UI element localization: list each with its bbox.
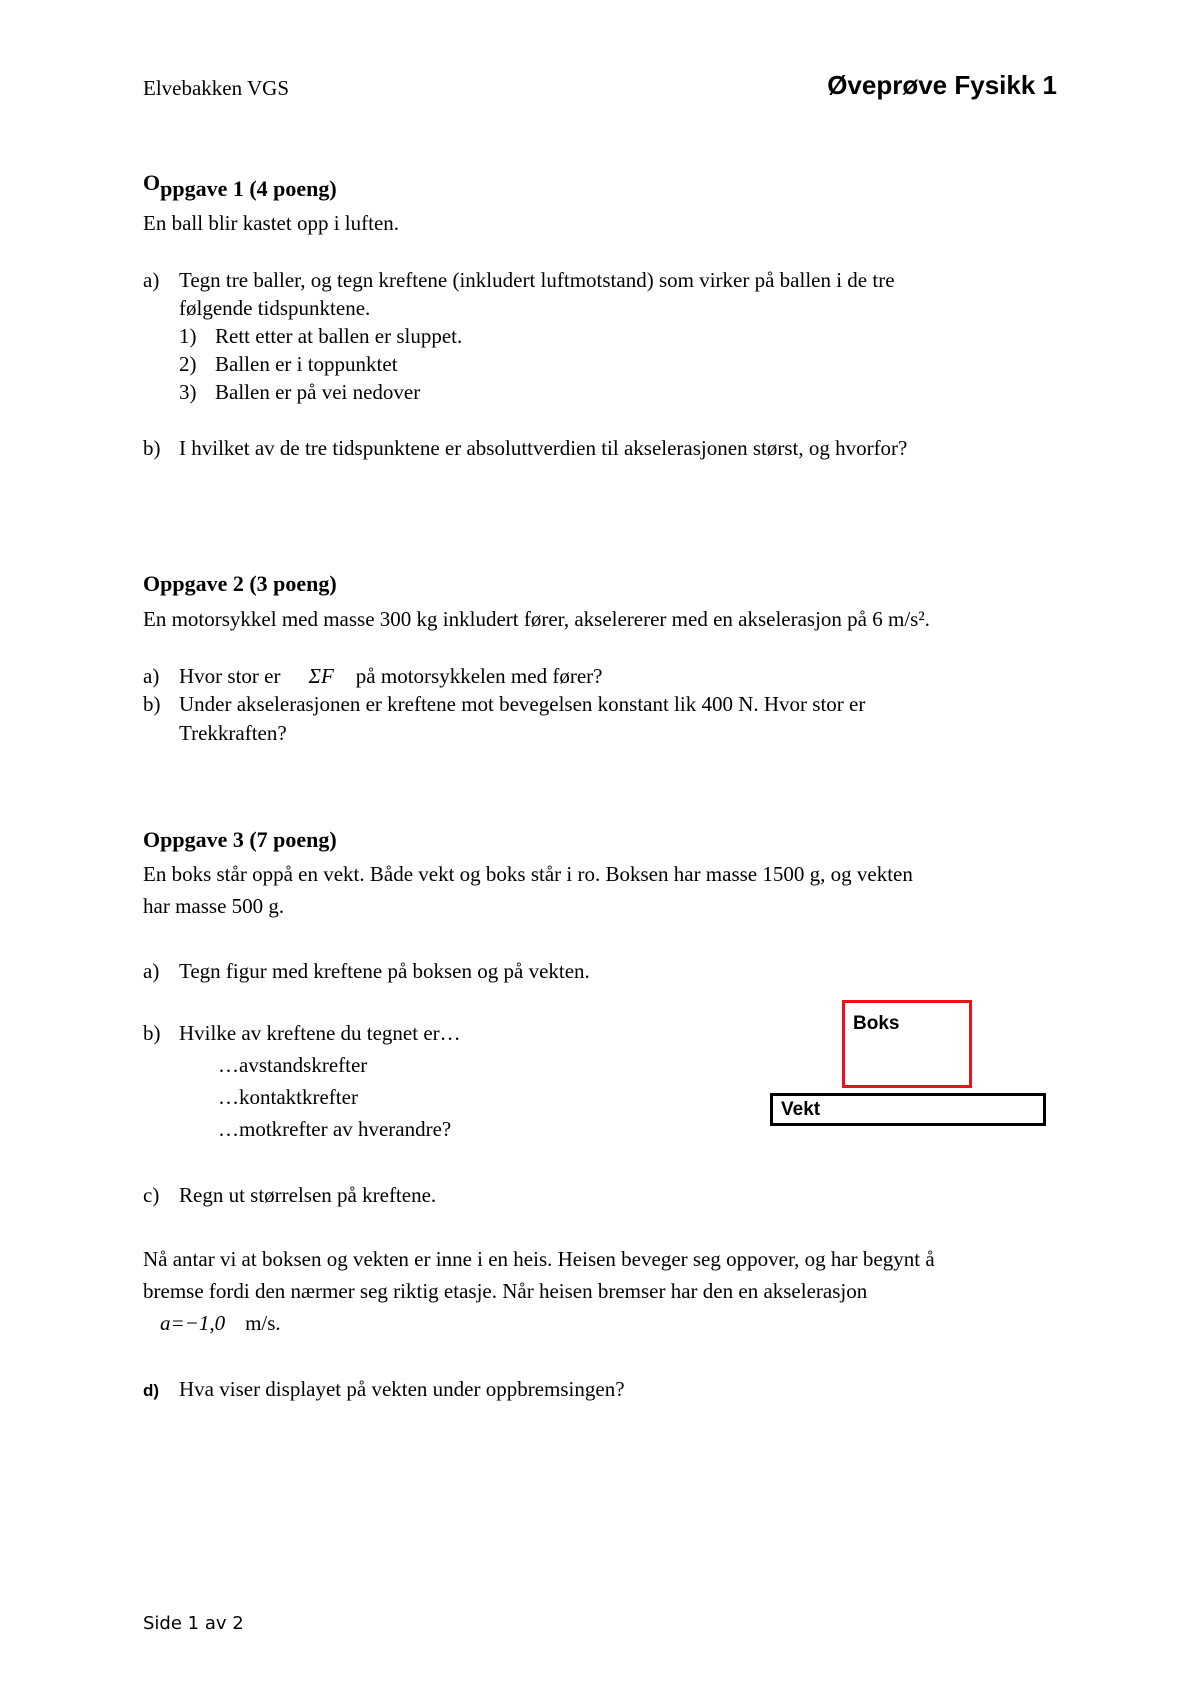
task3-para-line1: Nå antar vi at boksen og vekten er inne i en heis. Heisen beveger seg oppover, og har begynt å: [143, 1247, 935, 1271]
task3-para-line2: bremse fordi den nærmer seg riktig etasje. Når heisen bremser har den en akselerasjon: [143, 1279, 868, 1303]
task1-item-3-num: 3): [179, 380, 197, 404]
task3-d-text: Hva viser displayet på vekten under oppbremsingen?: [179, 1377, 625, 1401]
figure-scale: [770, 1093, 1046, 1126]
task1-a-label: a): [143, 268, 160, 292]
task3-intro-line1: En boks står oppå en vekt. Både vekt og boks står i ro. Boksen har masse 1500 g, og vekten: [143, 862, 913, 886]
task3-heading: Oppgave 3 (7 poeng): [143, 827, 337, 852]
task1-heading-rest: ppgave 1 (4 poeng): [160, 176, 337, 201]
document-title: Øveprøve Fysikk 1: [827, 70, 1057, 100]
task3-b-sub-3: …motkrefter av hverandre?: [218, 1117, 452, 1141]
task2-a-label: a): [143, 664, 160, 688]
task2-b-line1: [143, 692, 865, 717]
task1-item-2-text: Ballen er i toppunktet: [215, 352, 398, 376]
task2-heading: Oppgave 2 (3 poeng): [143, 571, 337, 596]
task3-b-sub-1: …avstandskrefter: [218, 1053, 368, 1077]
task1-item-1: [179, 324, 462, 349]
task3-acceleration-unit: m/s.: [245, 1311, 281, 1335]
task1-a-line2: følgende tidspunktene.: [179, 296, 371, 320]
task1-b-label: b): [143, 436, 161, 460]
task3-c: [143, 1183, 436, 1208]
task1-item-2: [179, 352, 398, 377]
task2-a-post: på motorsykkelen med fører?: [355, 664, 603, 688]
task3-para-line3: [160, 1311, 281, 1336]
task1-a-text1: Tegn tre baller, og tegn kreftene (inkludert luftmotstand) som virker på ballen i de tre: [179, 268, 895, 292]
task2-b-label: b): [143, 692, 161, 716]
task2-a: [143, 664, 602, 689]
task3-a-text: Tegn figur med kreftene på boksen og på vekten.: [179, 959, 590, 983]
task2-intro: En motorsykkel med masse 300 kg inkludert fører, akselererer med en akselerasjon på 6 m/s².: [143, 607, 930, 631]
task2-a-pre: Hvor stor er: [179, 664, 281, 688]
task1-a-line1: [143, 268, 895, 293]
task1-heading: [143, 170, 337, 202]
task3-d-label: d): [143, 1381, 160, 1400]
task3-c-label: c): [143, 1183, 160, 1207]
task1-item-1-text: Rett etter at ballen er sluppet.: [215, 324, 463, 348]
task3-b-sub-2: …kontaktkrefter: [218, 1085, 358, 1109]
task1-item-2-num: 2): [179, 352, 197, 376]
task3-b-text: Hvilke av kreftene du tegnet er…: [179, 1021, 461, 1045]
task3-b-label: b): [143, 1021, 161, 1045]
figure-box: [842, 1000, 972, 1088]
task2-b-text1: Under akselerasjonen er kreftene mot bevegelsen konstant lik 400 N. Hvor stor er: [179, 692, 866, 716]
task1-b-text: I hvilket av de tre tidspunktene er absoluttverdien til akselerasjonen størst, og hvorfor?: [179, 436, 908, 460]
task3-a-label: a): [143, 959, 160, 983]
figure-scale-label: Vekt: [781, 1099, 821, 1120]
task1-item-3-text: Ballen er på vei nedover: [215, 380, 421, 404]
figure-box-label: Boks: [853, 1013, 900, 1034]
school-name: Elvebakken VGS: [143, 76, 290, 100]
task1-item-3: [179, 380, 420, 405]
task1-heading-initial: O: [143, 170, 161, 195]
task3-acceleration-math: a=−1,0: [160, 1311, 226, 1335]
task3-intro-line2: har masse 500 g.: [143, 894, 285, 918]
task3-b: [143, 1021, 461, 1046]
task2-b-line2: Trekkraften?: [179, 721, 287, 745]
task1-item-1-num: 1): [179, 324, 197, 348]
task3-c-text: Regn ut størrelsen på kreftene.: [179, 1183, 437, 1207]
task3-a: [143, 959, 590, 984]
task1-intro: En ball blir kastet opp i luften.: [143, 211, 400, 235]
task1-b: [143, 436, 907, 461]
page-number: Side 1 av 2: [143, 1613, 244, 1634]
task3-d: [143, 1377, 625, 1402]
task2-a-math: ΣF: [308, 664, 334, 688]
